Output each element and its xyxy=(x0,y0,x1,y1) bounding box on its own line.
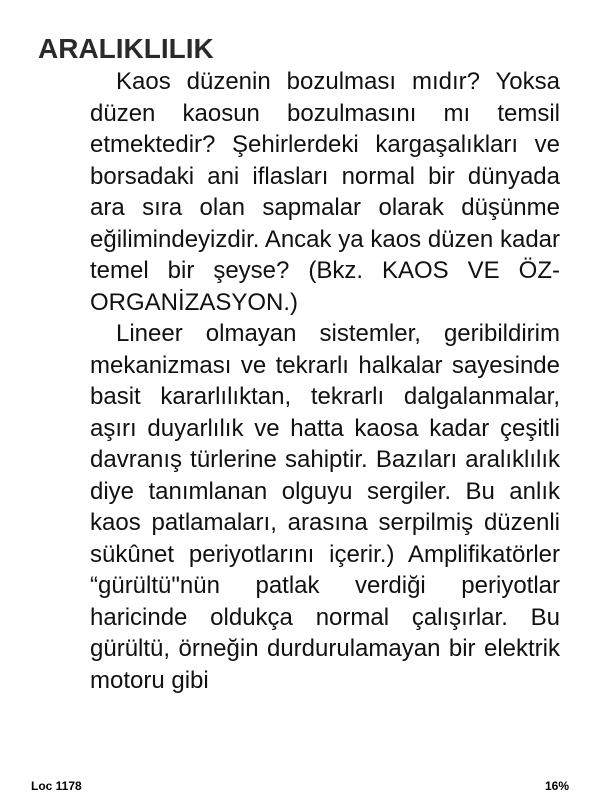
section-heading: ARALIKLILIK xyxy=(38,33,214,64)
paragraph: Lineer olmayan sistemler, geribildirim mekanizması ve tekrarlı halkalar sayesinde basit kararlılıktan, tekrarlı dalgalanmalar, aşırı duyarlılık ve hatta kaosa kadar çeşitli davranış türlerine sahiptir. Bazıları aralıklılık diye tanımlanan olguyu sergiler. Bu anlık kaos patlamaları, arasına serpilmiş düzenli sükûnet periyotlarını içerir.) Amplifikatörler “gürültü"nün patlak verdiği periyotlar haricinde oldukça normal çalışırlar. Bu gürültü, örneğin durdurulamayan bir elektrik motoru gibi xyxy=(90,320,560,694)
paragraph: Kaos düzenin bozulması mıdır? Yoksa düzen kaosun bozulmasını mı temsil etmektedir? Şehirlerdeki kargaşalıkları ve borsadaki ani iflasları normal bir dünyada ara sıra olan sapmalar olarak düşünme eğilimindeyizdir. Ancak ya kaos düzen kadar temel bir şeyse? (Bkz. KAOS VE ÖZ-ORGANİZASYON.) xyxy=(90,68,560,316)
progress-percent: 16% xyxy=(544,779,569,793)
body-text xyxy=(90,66,560,696)
location-indicator: Loc 1178 xyxy=(31,779,82,793)
